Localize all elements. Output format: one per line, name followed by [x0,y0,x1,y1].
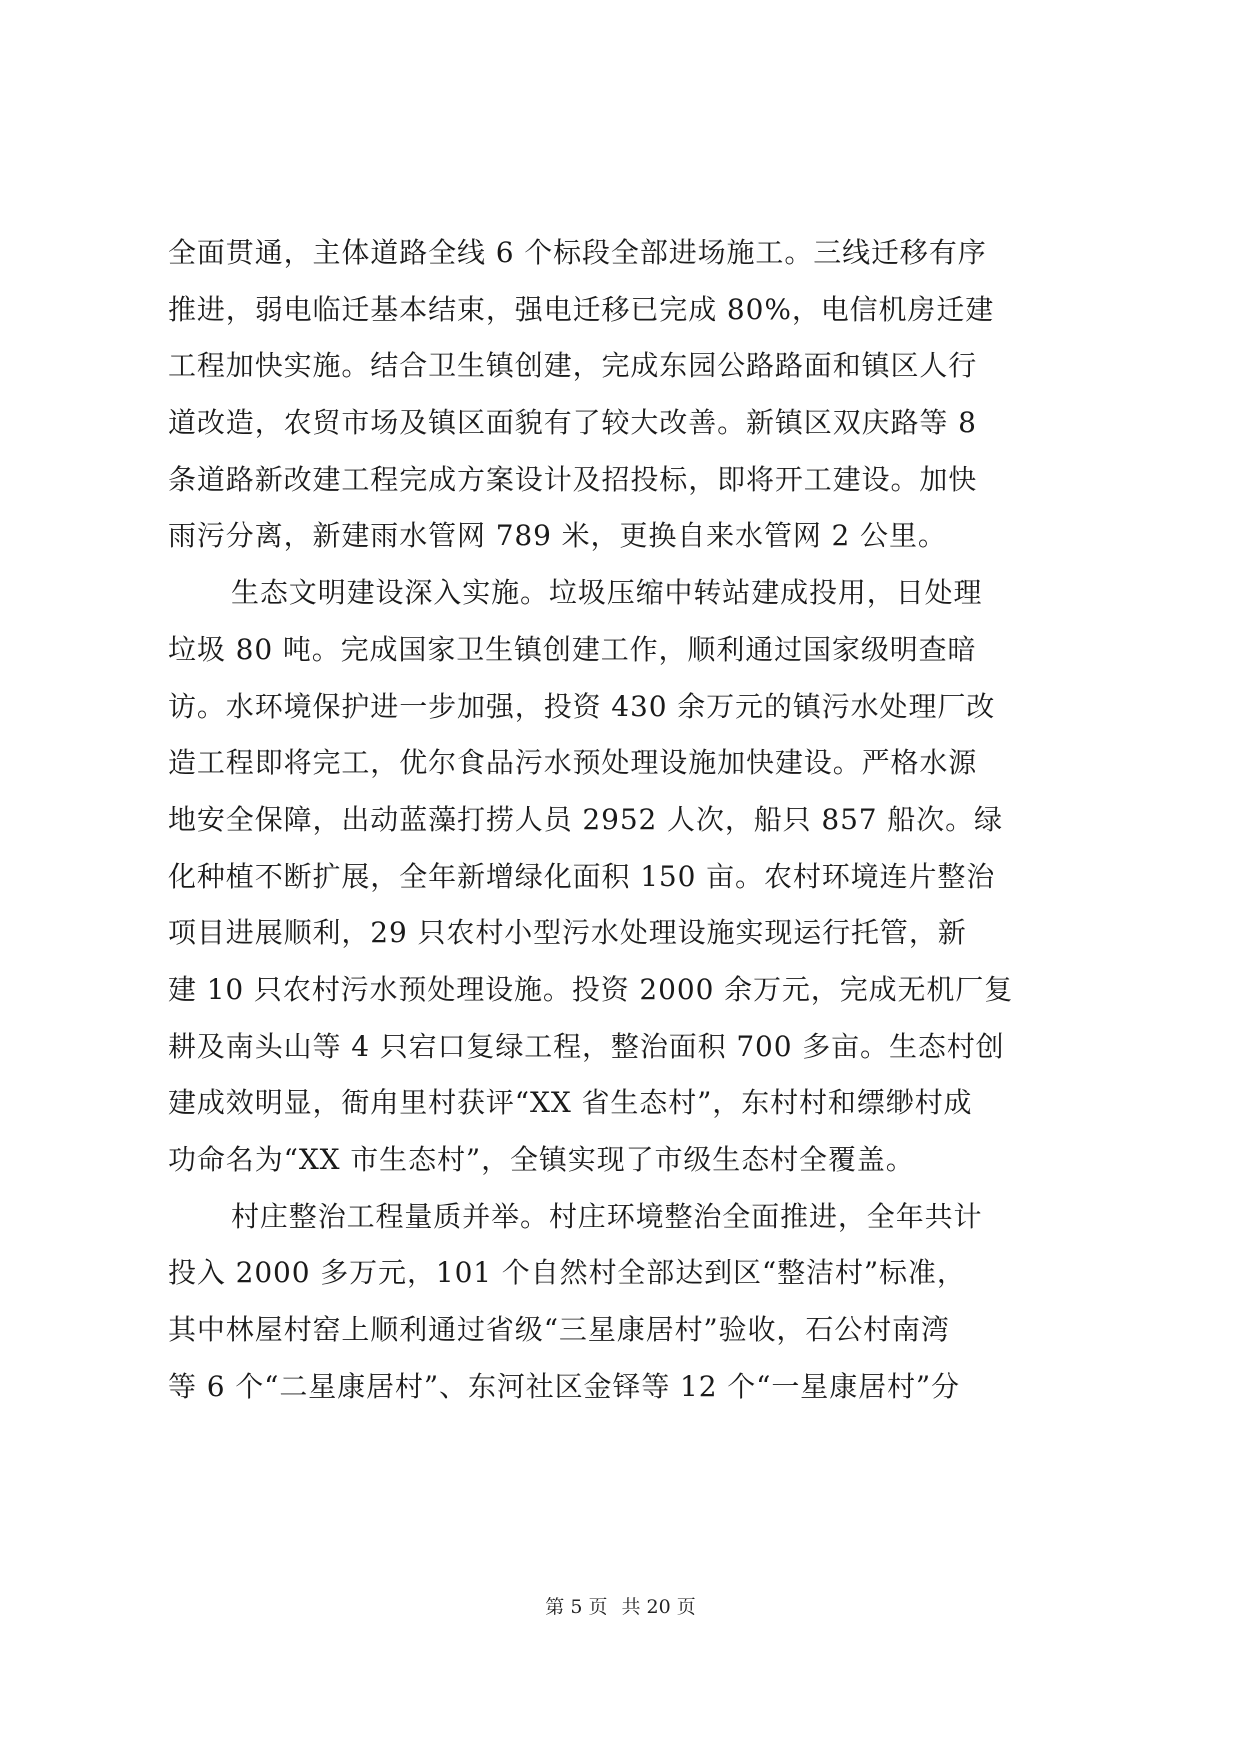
page-total: 共 20 页 [621,1596,696,1618]
text-line: 项目进展顺利，29 只农村小型污水处理设施实现运行托管，新 [168,916,967,950]
text-line: 雨污分离，新建雨水管网 789 米，更换自来水管网 2 公里。 [168,519,947,553]
body-text [168,225,1078,1415]
text-line: 推进，弱电临迁基本结束，强电迁移已完成 80%，电信机房迁建 [168,292,995,326]
text-line: 地安全保障，出动蓝藻打捞人员 2952 人次，船只 857 船次。绿 [168,802,1003,836]
text-line: 功命名为“XX 市生态村”，全镇实现了市级生态村全覆盖。 [168,1143,915,1176]
text-line: 投入 2000 多万元，101 个自然村全部达到区“整洁村”标准， [168,1256,966,1290]
text-line: 造工程即将完工，优尔食品污水预处理设施加快建设。严格水源 [168,746,978,780]
text-line: 耕及南头山等 4 只宕口复绿工程，整治面积 700 多亩。生态村创 [168,1029,1005,1063]
page-footer [0,1593,1241,1621]
text-line: 全面贯通，主体道路全线 6 个标段全部进场施工。三线迁移有序 [168,236,987,269]
text-line: 垃圾 80 吨。完成国家卫生镇创建工作，顺利通过国家级明查暗 [168,632,977,666]
text-line: 条道路新改建工程完成方案设计及招投标，即将开工建设。加快 [168,462,978,496]
text-line: 化种植不断扩展，全年新增绿化面积 150 亩。农村环境连片整治 [168,859,996,893]
paragraph-first-line: 村庄整治工程量质并举。村庄环境整治全面推进，全年共计 [231,1199,983,1233]
text-line: 工程加快实施。结合卫生镇创建，完成东园公路路面和镇区人行 [168,349,978,383]
text-line: 等 6 个“二星康居村”、东河社区金铎等 12 个“一星康居村”分 [168,1369,961,1403]
text-line: 其中林屋村窑上顺利通过省级“三星康居村”验收，石公村南湾 [168,1313,950,1347]
paragraph-first-line: 生态文明建设深入实施。垃圾压缩中转站建成投用，日处理 [231,576,983,610]
text-line: 建成效明显，衙甪里村获评“XX 省生态村”，东村村和缥缈村成 [168,1086,973,1120]
text-line: 道改造，农贸市场及镇区面貌有了较大改善。新镇区双庆路等 8 [168,406,977,440]
page-number: 第 5 页 [545,1596,608,1618]
text-line: 建 10 只农村污水预处理设施。投资 2000 余万元，完成无机厂复 [168,972,1014,1006]
text-line: 访。水环境保护进一步加强，投资 430 余万元的镇污水处理厂改 [168,689,996,723]
